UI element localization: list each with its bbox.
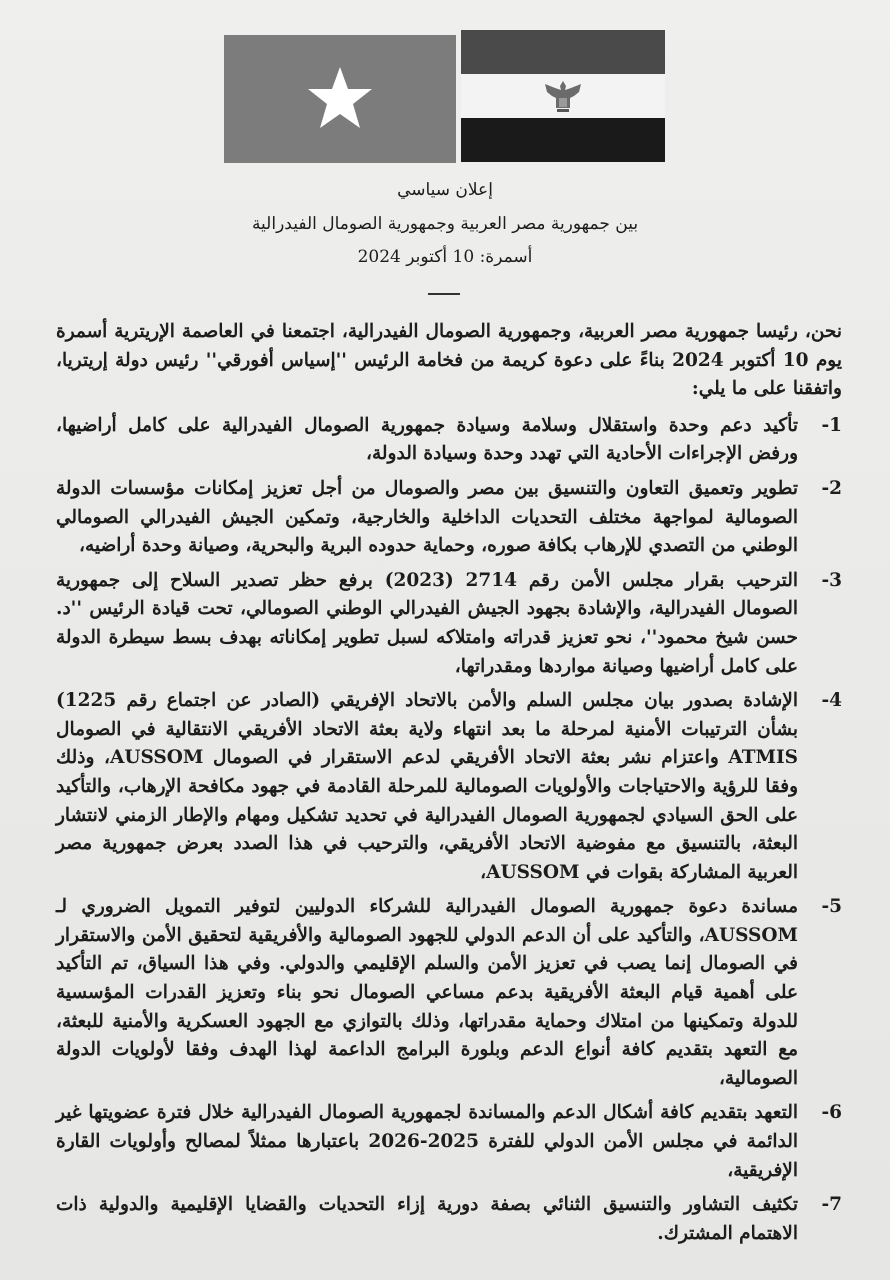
item-number: -6 — [821, 1102, 842, 1124]
flag-stripe-bottom — [461, 118, 665, 162]
eagle-emblem-icon — [541, 78, 585, 114]
item-number: -5 — [821, 896, 842, 918]
item-text: تكثيف التشاور والتنسيق الثنائي بصفة دورية إزاء التحديات والقضايا الإقليمية والدولية ذات الاهتمام المشترك. — [56, 1194, 798, 1244]
list-item — [56, 475, 842, 561]
flag-stripe-top — [461, 30, 665, 74]
item-number: -4 — [821, 690, 842, 712]
document-subtitle: بين جمهورية مصر العربية وجمهورية الصومال الفيدرالية — [251, 214, 639, 234]
item-number: -7 — [821, 1194, 842, 1216]
declaration-body — [56, 318, 842, 1254]
item-text: تطوير وتعميق التعاون والتنسيق بين مصر والصومال من أجل تعزيز إمكانات مؤسسات الدولة الصومالية لمواجهة مختلف التحديات الداخلية والخارجية، وتمكين الجيش الفيدرالي الصومالي الوطني من التصدي للإرهاب بكافة صوره، وحماية حدوده البرية والبحرية، وصيانة وحدة أراضيه، — [56, 477, 798, 557]
item-number: -3 — [821, 569, 842, 591]
item-text: الإشادة بصدور بيان مجلس السلم والأمن بالاتحاد الإفريقي (الصادر عن اجتماع رقم 1225) بشأن الترتيبات الأمنية لمرحلة ما بعد انتهاء ولاية بعثة الاتحاد الأفريقي الانتقالية في الصومال ATMIS واعتزام نشر بعثة الاتحاد الأفريقي لدعم الاستقرار في الصومال AUSSOM، وذلك وفقا للرؤية والاحتياجات والأولويات الصومالية للمرحلة القادمة في جهود مكافحة الإرهاب، والتأكيد على الحق السيادي لجمهورية الصومال الفيدرالية في تحديد تشكيل ومهام والإطار الزمني لانتشار البعثة، بالتنسيق مع مفوضية الاتحاد الأفريقي، والترحيب في هذا الصدد بعرض جمهورية مصر العربية المشاركة بقوات في AUSSOM، — [56, 690, 799, 883]
document-title: إعلان سياسي — [397, 180, 493, 200]
declaration-items — [56, 412, 842, 1249]
intro-paragraph: نحن، رئيسا جمهورية مصر العربية، وجمهورية الصومال الفيدرالية، اجتمعنا في العاصمة الإريترية أسمرة يوم 10 أكتوبر 2024 بناءً على دعوة كريمة من فخامة الرئيس ''إسياس أفورقي'' رئيس دولة إريتريا، واتفقنا على ما يلي: — [56, 321, 842, 400]
item-text: مساندة دعوة جمهورية الصومال الفيدرالية للشركاء الدوليين لتوفير التمويل الضروري لـ AUSSOM، والتأكيد على أن الدعم الدولي للجهود الصومالية والأفريقية لتحقيق الأمن والاستقرار في الصومال إنما يصب في تعزيز الأمن والسلم الإقليمي والدولي. وفي هذا السياق، تم التأكيد على أهمية قيام البعثة الأفريقية بدعم مساعي الصومال نحو بناء وتعزيز القدرات المؤسسية للدولة وتمكينها من امتلاك وحماية مقدراتها، وذلك بالتوازي مع الجهود العسكرية والأمنية للبعثة، مع التعهد بتقديم كافة أنواع الدعم وبلورة البرامج الداعمة لهذا الهدف وفقا لأولويات الدولة الصومالية، — [56, 896, 798, 1089]
list-item — [56, 1191, 842, 1248]
item-number: -1 — [821, 414, 842, 436]
list-item — [56, 687, 842, 887]
item-text: الترحيب بقرار مجلس الأمن رقم 2714 (2023) برفع حظر تصدير السلاح إلى جمهورية الصومال الفيدرالية، والإشادة بجهود الجيش الفيدرالي الوطني الصومالي، تحت قيادة الرئيس ''د. حسن شيخ محمود''، نحو تعزيز قدراته وامتلاكه لسبل تطوير إمكاناته بهدف بسط سيطرة الدولة على كامل أراضيها وصيانة مواردها ومقدراتها، — [56, 569, 799, 677]
list-item — [56, 893, 842, 1093]
item-text: تأكيد دعم وحدة واستقلال وسلامة وسيادة جمهورية الصومال الفيدرالية على كامل أراضيها، ورفض الإجراءات الأحادية التي تهدد وحدة وسيادة الدولة، — [56, 414, 798, 465]
egypt-flag — [461, 30, 665, 162]
place-date: أسمرة: 10 أكتوبر 2024 — [357, 247, 533, 267]
list-item — [56, 567, 842, 681]
item-text: التعهد بتقديم كافة أشكال الدعم والمساندة لجمهورية الصومال الفيدرالية خلال فترة عضويتها غير الدائمة في مجلس الأمن الدولي للفترة 2025-2026 باعتبارها ممثلاً لمصالح وأولويات القارة الإفريقية، — [56, 1102, 798, 1181]
star-icon — [306, 65, 374, 131]
somalia-flag — [224, 35, 456, 163]
item-number: -2 — [821, 477, 842, 499]
list-item — [56, 1099, 842, 1185]
divider — [428, 293, 460, 295]
list-item — [56, 412, 842, 469]
